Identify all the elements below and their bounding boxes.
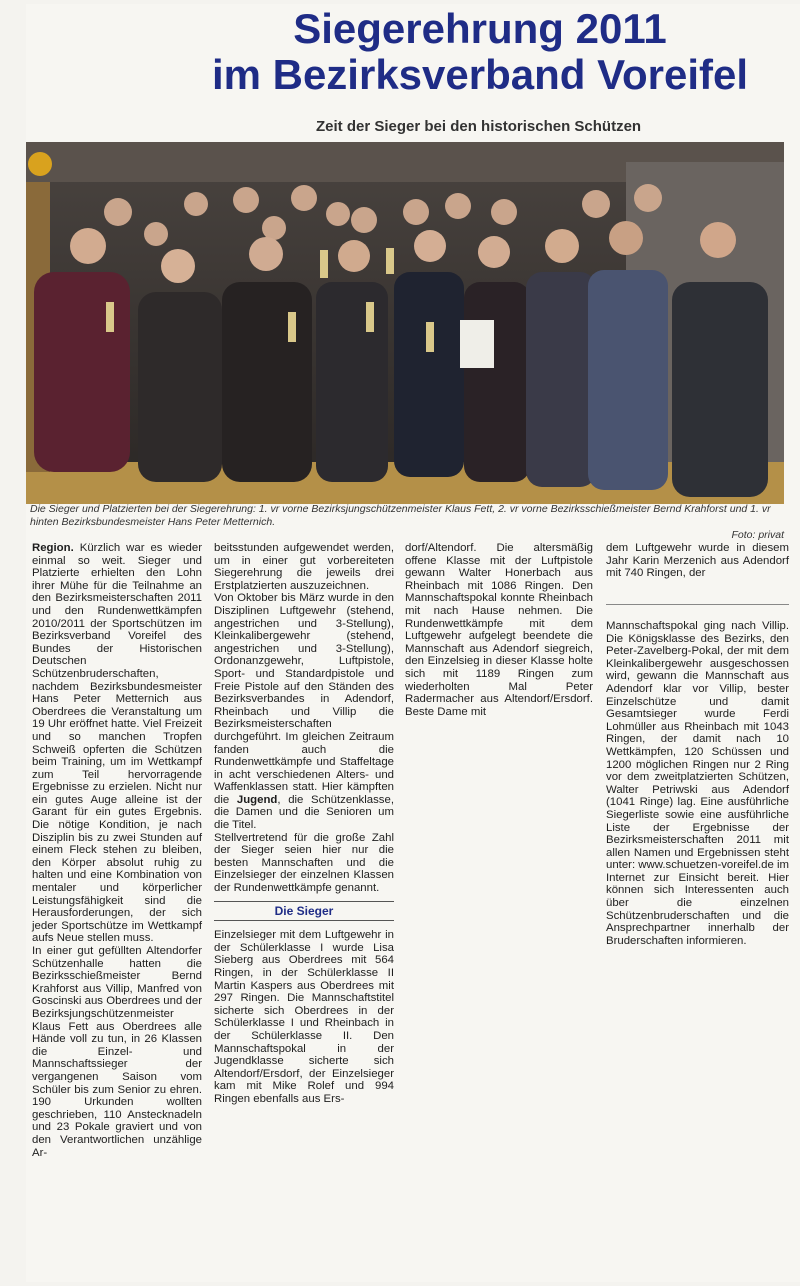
article-column-1 <box>32 542 202 1159</box>
paragraph: Einzelsieger mit dem Luftgewehr in der Schülerklasse I wurde Lisa Sieberg aus Oberdrees mit 564 Ringen, in der Schülerklasse II Martin Kaspers aus Oberdrees mit 297 Ringen. Die Mannschaftstitel sicherte sich Oberdrees in der Schülerklasse I und Rheinbach in der Schülerklasse II. Den Mannschaftspokal in der Jugendklasse sicherte sich Altendorf/Ersdorf, der Einzelsieger kam mit Mike Rolef und 994 Ringen ebenfalls aus Ers- <box>214 929 394 1105</box>
group-photo-illustration <box>26 142 784 504</box>
paragraph: In einer gut gefüllten Altendorfer Schützenhalle hatten die Bezirksschießmeister Bernd Krahforst aus Villip, Manfred von Goscinski aus Oberdrees und der Bezirksjungschützenmeister Klaus Fett aus Oberdrees alle Hände voll zu tun, in 26 Klassen die Einzel- und Mannschaftssieger der vergangenen Saison vom Schüler bis zum Senior zu ehren. 190 Urkunden wollten geschrieben, 110 Anstecknadeln und 23 Pokale graviert und von den Verantwortlichen unzählige Ar- <box>32 945 202 1159</box>
photo-caption: Die Sieger und Platzierten bei der Siegerehrung: 1. vr vorne Bezirksjungschützenmeister Klaus Fett, 2. vr vorne Bezirksschießmeister Bernd Krahforst und 1. vr hinten Bezirksbundesmeister Hans Peter Metternich. Foto: privat <box>30 503 784 541</box>
section-heading: Die Sieger <box>214 901 394 922</box>
paragraph: Region. Kürzlich war es wieder einmal so weit. Sieger und Platzierte erhielten den Lohn ihrer Mühe für die Teilnahme an den Bezirksmeisterschaften 2011 und den Rundenwettkämpfen 2010/2011 der Sportschützen im Bezirksverband Voreifel des Bundes der Historischen Deutschen Schützenbruderschaften, nachdem Bezirksbundesmeister Hans Peter Metternich aus Oberdrees die Veranstaltung um 19 Uhr eröffnet hatte. Viel Freizeit und so manchen Tropfen Schweiß opferten die Schützen beim Training, um im Wettkampf zum Teil hervorragende Ergebnisse zu erzielen. Nicht nur ein gutes Auge alleine ist der Garant für ein gutes Ergebnis. Die nötige Kondition, je nach Disziplin bis zu zwei Stunden auf einem Fleck stehen zu bleiben, den Körper absolut ruhig zu halten und eine Kombination von mentaler und körperlicher Leistungsfähigkeit sind die Herausforderungen, der sich jeder Sportschütze im Wettkampf aufs Neue stellen muss. <box>32 542 202 945</box>
article-column-4 <box>606 620 789 947</box>
article-column-4-top <box>606 542 789 580</box>
article-column-2 <box>214 542 394 1106</box>
group-photo <box>26 142 784 504</box>
subheadline: Zeit der Sieger bei den historischen Schützen <box>316 118 642 135</box>
dateline: Region. <box>32 542 74 554</box>
headline: Siegerehrung 2011 im Bezirksverband Voreifel <box>211 5 749 98</box>
photo-credit: Foto: privat <box>731 529 784 541</box>
paragraph: Von Oktober bis März wurde in den Disziplinen Luftgewehr (stehend, angestrichen und 3-Stellung), Kleinkalibergewehr (stehend, angestrichen und 3-Stellung), Ordonanzgewehr, Luftpistole, Sport- und Standardpistole und Freie Pistole auf den Ständen des Bezirksverbandes in Adendorf, Rheinbach und Villip die Bezirksmeisterschaften durchgeführt. Im gleichen Zeitraum fanden auch die Rundenwettkämpfe und Staffeltage in acht verschiedenen Alters- und Waffenklassen statt. Hier kämpften die Jugend, die Schützenklasse, die Damen und die Senioren um die Titel. <box>214 592 394 832</box>
paragraph: Stellvertretend für die große Zahl der Sieger seien hier nur die besten Mannschaften und die Einzelsieger der einzelnen Klassen der Rundenwettkämpfe genannt. <box>214 831 394 895</box>
paragraph: dorf/Altendorf. Die altersmäßig offene Klasse mit der Luftpistole gewann Walter Honerbach aus Rheinbach mit 1086 Ringen. Den Mannschaftspokal konnte Rheinbach mit nach Hause nehmen. Die Rundenwettkämpfe mit dem Luftgewehr aufgelegt beendete die Mannschaft aus Adendorf siegreich, den Einzelsieg in dieser Klasse holte sich mit 1189 Ringen zum wiederholten Mal Peter Radermacher aus Altendorf/Ersdorf. Beste Dame mit <box>405 542 593 718</box>
article-column-3 <box>405 542 593 718</box>
paragraph: Mannschaftspokal ging nach Villip. Die Königsklasse des Bezirks, den Peter-Zavelberg-Pokal, der mit dem Kleinkalibergewehr ausgeschossen wird, gewann die Mannschaft aus Adendorf klar vor Villip, bester Einzelschütze und damit Gesamtsieger wurde Ferdi Lohmüller aus Rheinbach mit 1043 Ringen, der damit nach 10 Wettkämpfen, 120 Schüssen und 1200 möglichen Ringen nur 2 Ring vor dem zweitplatzierten Schützen, Walter Petriwski aus Adendorf (1041 Ringe) lag. Eine ausführliche Siegerliste sowie eine ausführliche Liste der Ergebnisse der Bezirksmeisterschaften 2011 mit allen Namen und Ergebnissen steht unter: www.schuetzen-voreifel.de im Internet zur Einsicht bereit. Hier können sich Interessenten auch über die einzelnen Schützenbruderschaften und die Ansprechpartner innerhalb der Bruderschaften informieren. <box>606 620 789 947</box>
paragraph: beitsstunden aufgewendet werden, um in einer gut vorbereiteten Siegerehrung die jeweils drei Erstplatzierten auszuzeichnen. <box>214 542 394 592</box>
paragraph: dem Luftgewehr wurde in diesem Jahr Karin Merzenich aus Adendorf mit 740 Ringen, der <box>606 542 789 580</box>
column-divider <box>606 604 789 605</box>
jugend-emphasis: Jugend <box>236 793 278 806</box>
